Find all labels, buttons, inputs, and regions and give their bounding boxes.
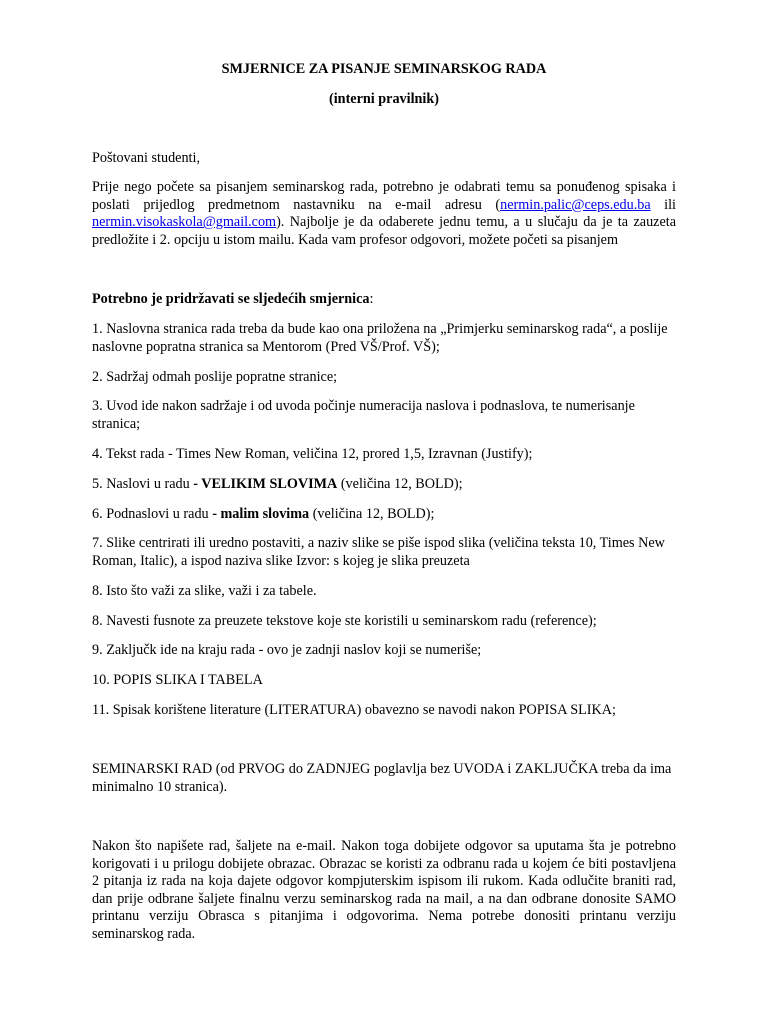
item-6-suffix: (veličina 12, BOLD); [309,506,435,522]
guideline-item-5 [92,476,676,494]
intro-text-1: Prije nego počete sa pisanjem seminarskog rada, potrebno je odabrati temu sa ponuđenog spisaka i poslati prijedlog predmetnom nastavniku na e-mail adresu ( [92,179,676,213]
document-subtitle: (interni pravilnik) [329,91,439,107]
item-5-text: 5. Naslovi u radu [92,476,194,492]
document-title: SMJERNICE ZA PISANJE SEMINARSKOG RADA [221,61,547,77]
guideline-item-4: 4. Tekst rada - Times New Roman, veličina 12, prored 1,5, Izravnan (Justify); [92,446,533,462]
intro-text-3: ). Najbolje je da odaberete jednu temu, a u slučaju da je ta zauzeta predložite i 2. opciju u istom mailu. Kada vam profesor odgovori, možete početi sa pisanjem [92,214,676,248]
guidelines-heading-colon: : [369,291,374,307]
intro-text-2: ili [650,196,676,213]
guidelines-heading [92,291,676,309]
guideline-item-8b: 8. Navesti fusnote za preuzete tekstove koje ste koristili u seminarskom radu (reference); [92,613,597,629]
guideline-item-10: 10. POPIS SLIKA I TABELA [92,672,263,688]
guideline-item-3: 3. Uvod ide nakon sadržaje i od uvoda počinje numeracija naslova i podnaslova, te numerisanje stranica; [92,398,635,432]
closing-paragraph: Nakon što napišete rad, šaljete na e-mail. Nakon toga dobijete odgovor sa uputama šta je potrebno korigovati i u prilogu dobijete obrazac. Obrazac se koristi za odbranu rada u kojem će biti postavljena 2 pitanja iz rada na koja dajete odgovor kompjuterskim ispisom ili rukom. Kada odlučite braniti rad, dan prije odbrane šaljete finalnu verzu seminarskog rada na mail, a na dan odbrane donosite SAMO printanu verziju Obrasca s pitanjima i odgovorima. Nema potrebe donositi printanu verziju seminarskog rada. [92,838,676,942]
guideline-item-6 [92,506,676,524]
item-5-bold: - VELIKIM SLOVIMA [193,476,338,492]
guideline-item-11: 11. Spisak korištene literature (LITERATURA) obavezno se navodi nakon POPISA SLIKA; [92,702,616,718]
email-link-gmail[interactable]: nermin.visokaskola@gmail.com [92,214,277,230]
guideline-item-2: 2. Sadržaj odmah poslije popratne stranice; [92,369,338,385]
guideline-item-7: 7. Slike centrirati ili uredno postaviti, a naziv slike se piše ispod slika (veličina teksta 10, Times New Roman, Italic), a ispod naziva slike Izvor: s kojeg je slika preuzeta [92,535,665,569]
seminar-note: SEMINARSKI RAD (od PRVOG do ZADNJEG poglavlja bez UVODA i ZAKLJUČKA treba da ima minimalno 10 stranica). [92,761,672,795]
item-5-suffix: (veličina 12, BOLD); [337,476,463,492]
guidelines-heading-text: Potrebno je pridržavati se sljedećih smjernica [92,291,370,307]
guideline-item-1: 1. Naslovna stranica rada treba da bude kao ona priložena na „Primjerku seminarskog rada“, a poslije naslovne popratna stranica sa Mentorom (Pred VŠ/Prof. VŠ); [92,321,668,355]
item-6-bold: - malim slovima [212,506,310,522]
intro-paragraph [92,179,676,249]
email-link-ceps[interactable]: nermin.palic@ceps.edu.ba [500,196,651,213]
greeting: Poštovani studenti, [92,150,200,166]
guideline-item-8a: 8. Isto što važi za slike, važi i za tabele. [92,583,317,599]
guideline-item-9: 9. Zaključk ide na kraju rada - ovo je zadnji naslov koji se numeriše; [92,642,482,658]
item-6-text: 6. Podnaslovi u radu [92,506,213,522]
